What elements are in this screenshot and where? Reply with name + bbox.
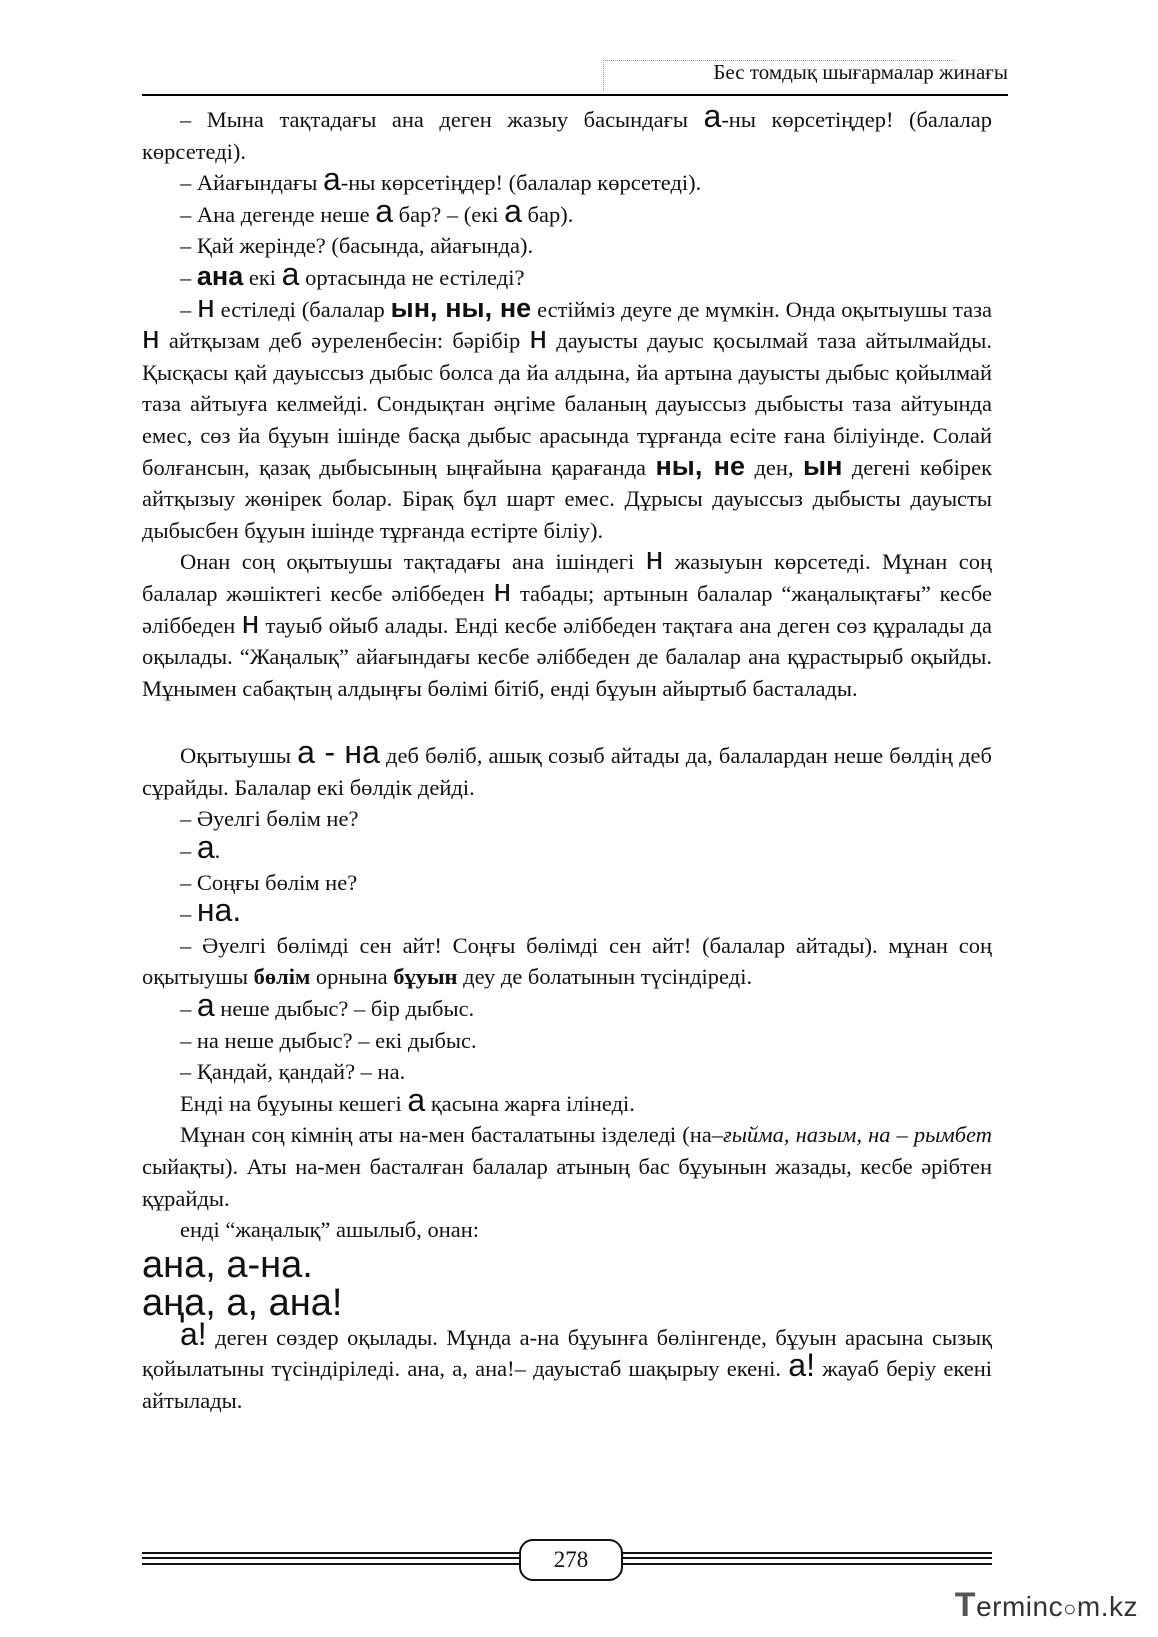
page-body	[142, 98, 993, 1417]
paragraph: – н естіледі (балалар ын, ны, не естійміз деуге де мүмкін. Онда оқытыушы таза н айтқызам деб әуреленбесін: бәрібір н дауысты дауыс қосылмай таза айтылмайды. Қысқасы қай дауыссыз дыбыс болса да йа алдына, йа артына дауысты дыбыс қойылмай таза айтыуға келмейді. Сондықтан әңгіме баланың дауыссыз дыбысты таза айтуында емес, сөз йа бұуын ішінде басқа дыбыс арасында тұрғанда есіте ғана біліуінде. Солай болғансын, қазақ дыбысының ыңғайына қарағанда ны, не ден, ын дегені көбірек айтқызыу жөнірек болар. Бірақ бұл шарт емес. Дұрысы дауыссыз дыбысты дауысты дыбысбен бұуын ішінде тұрғанда естірте біліу).	[142, 287, 993, 543]
paragraph: Онан соң оқытыушы тақтадағы ана ішіндегі н жазыуын көрсетеді. Мұнан соң балалар жәшіктегі кесбе әліббеден н табады; артынын балалар “жаңалықтағы” кесбе әліббеден н тауыб ойыб алады. Енді кесбе әліббеден тақтаға ана деген сөз құралады да оқылады. “Жаңалық” айағындағы кесбе әліббеден де балалар ана құрастырыб оқыйды. Мұнымен сабақтың алдыңғы бөлімі бітіб, енді бұуын айыртыб басталады.	[142, 540, 993, 701]
paragraph: – Әуелгі бөлім не?	[180, 806, 359, 832]
large-example-line: аңа, а, ана!	[142, 1281, 343, 1324]
paragraph: – а неше дыбыс? – бір дыбыс.	[180, 987, 475, 1024]
paragraph: Енді на бұуыны кешегі а қасына жарға ілінеді.	[180, 1081, 635, 1118]
paragraph: – ана екі а ортасында не естіледі?	[180, 255, 525, 292]
paragraph: – Қандай, қандай? – на.	[180, 1059, 406, 1085]
paragraph: енді “жаңалық” ашылыб, онан:	[180, 1217, 480, 1243]
header-rule	[142, 94, 1008, 96]
paragraph: а! деген сөздер оқылады. Мұнда а-на бұуынға бөлінгенде, бұуын арасына сызық қойылатыны түсіндіріледі. ана, а, ана!– дауыстаб шақырыу екені. а! жауаб беріу екені айтылады.	[142, 1315, 992, 1413]
large-example-line: ана, а-на.	[142, 1243, 313, 1286]
page-number: 278	[519, 1539, 623, 1581]
paragraph: – Мына тақтадағы ана деген жазыу басындағы а-ны көрсетіңдер! (балалар көрсетеді).	[142, 98, 992, 164]
paragraph: – Ана дегенде неше а бар? – (екі а бар).	[180, 192, 574, 229]
paragraph: – на.	[180, 892, 242, 929]
paragraph: Оқытыушы а - на деб бөліб, ашық созыб айтады да, балалардан неше бөлдің деб сұрайды. Балалар екі бөлдік дейді.	[142, 734, 992, 800]
paragraph: – Айағындағы а-ны көрсетіңдер! (балалар көрсетеді).	[180, 161, 702, 198]
paragraph: – Соңғы бөлім не?	[180, 869, 358, 895]
paragraph: – Әуелгі бөлімді сен айт! Соңғы бөлімді сен айт! (балалар айтады). мұнан соң оқытыушы бөлім орнына бұуын деу де болатынын түсіндіреді.	[142, 932, 992, 990]
paragraph: – Қай жерінде? (басында, айағында).	[180, 233, 534, 259]
watermark-logo: Terminc○m.kz	[954, 1586, 1138, 1624]
spacer	[142, 704, 992, 740]
paragraph: – а.	[180, 829, 221, 866]
running-header: Бес томдық шығармалар жинағы	[713, 60, 1008, 84]
paragraph: Мұнан соң кімнің аты на-мен басталатыны ізделеді (на–ғыйма, назым, на – рымбет сыйақты). Аты на-мен басталған балалар атының бас бұуынын жазады, кесбе әрібтен құрайды.	[142, 1122, 992, 1211]
paragraph: – на неше дыбыс? – екі дыбыс.	[180, 1027, 477, 1053]
